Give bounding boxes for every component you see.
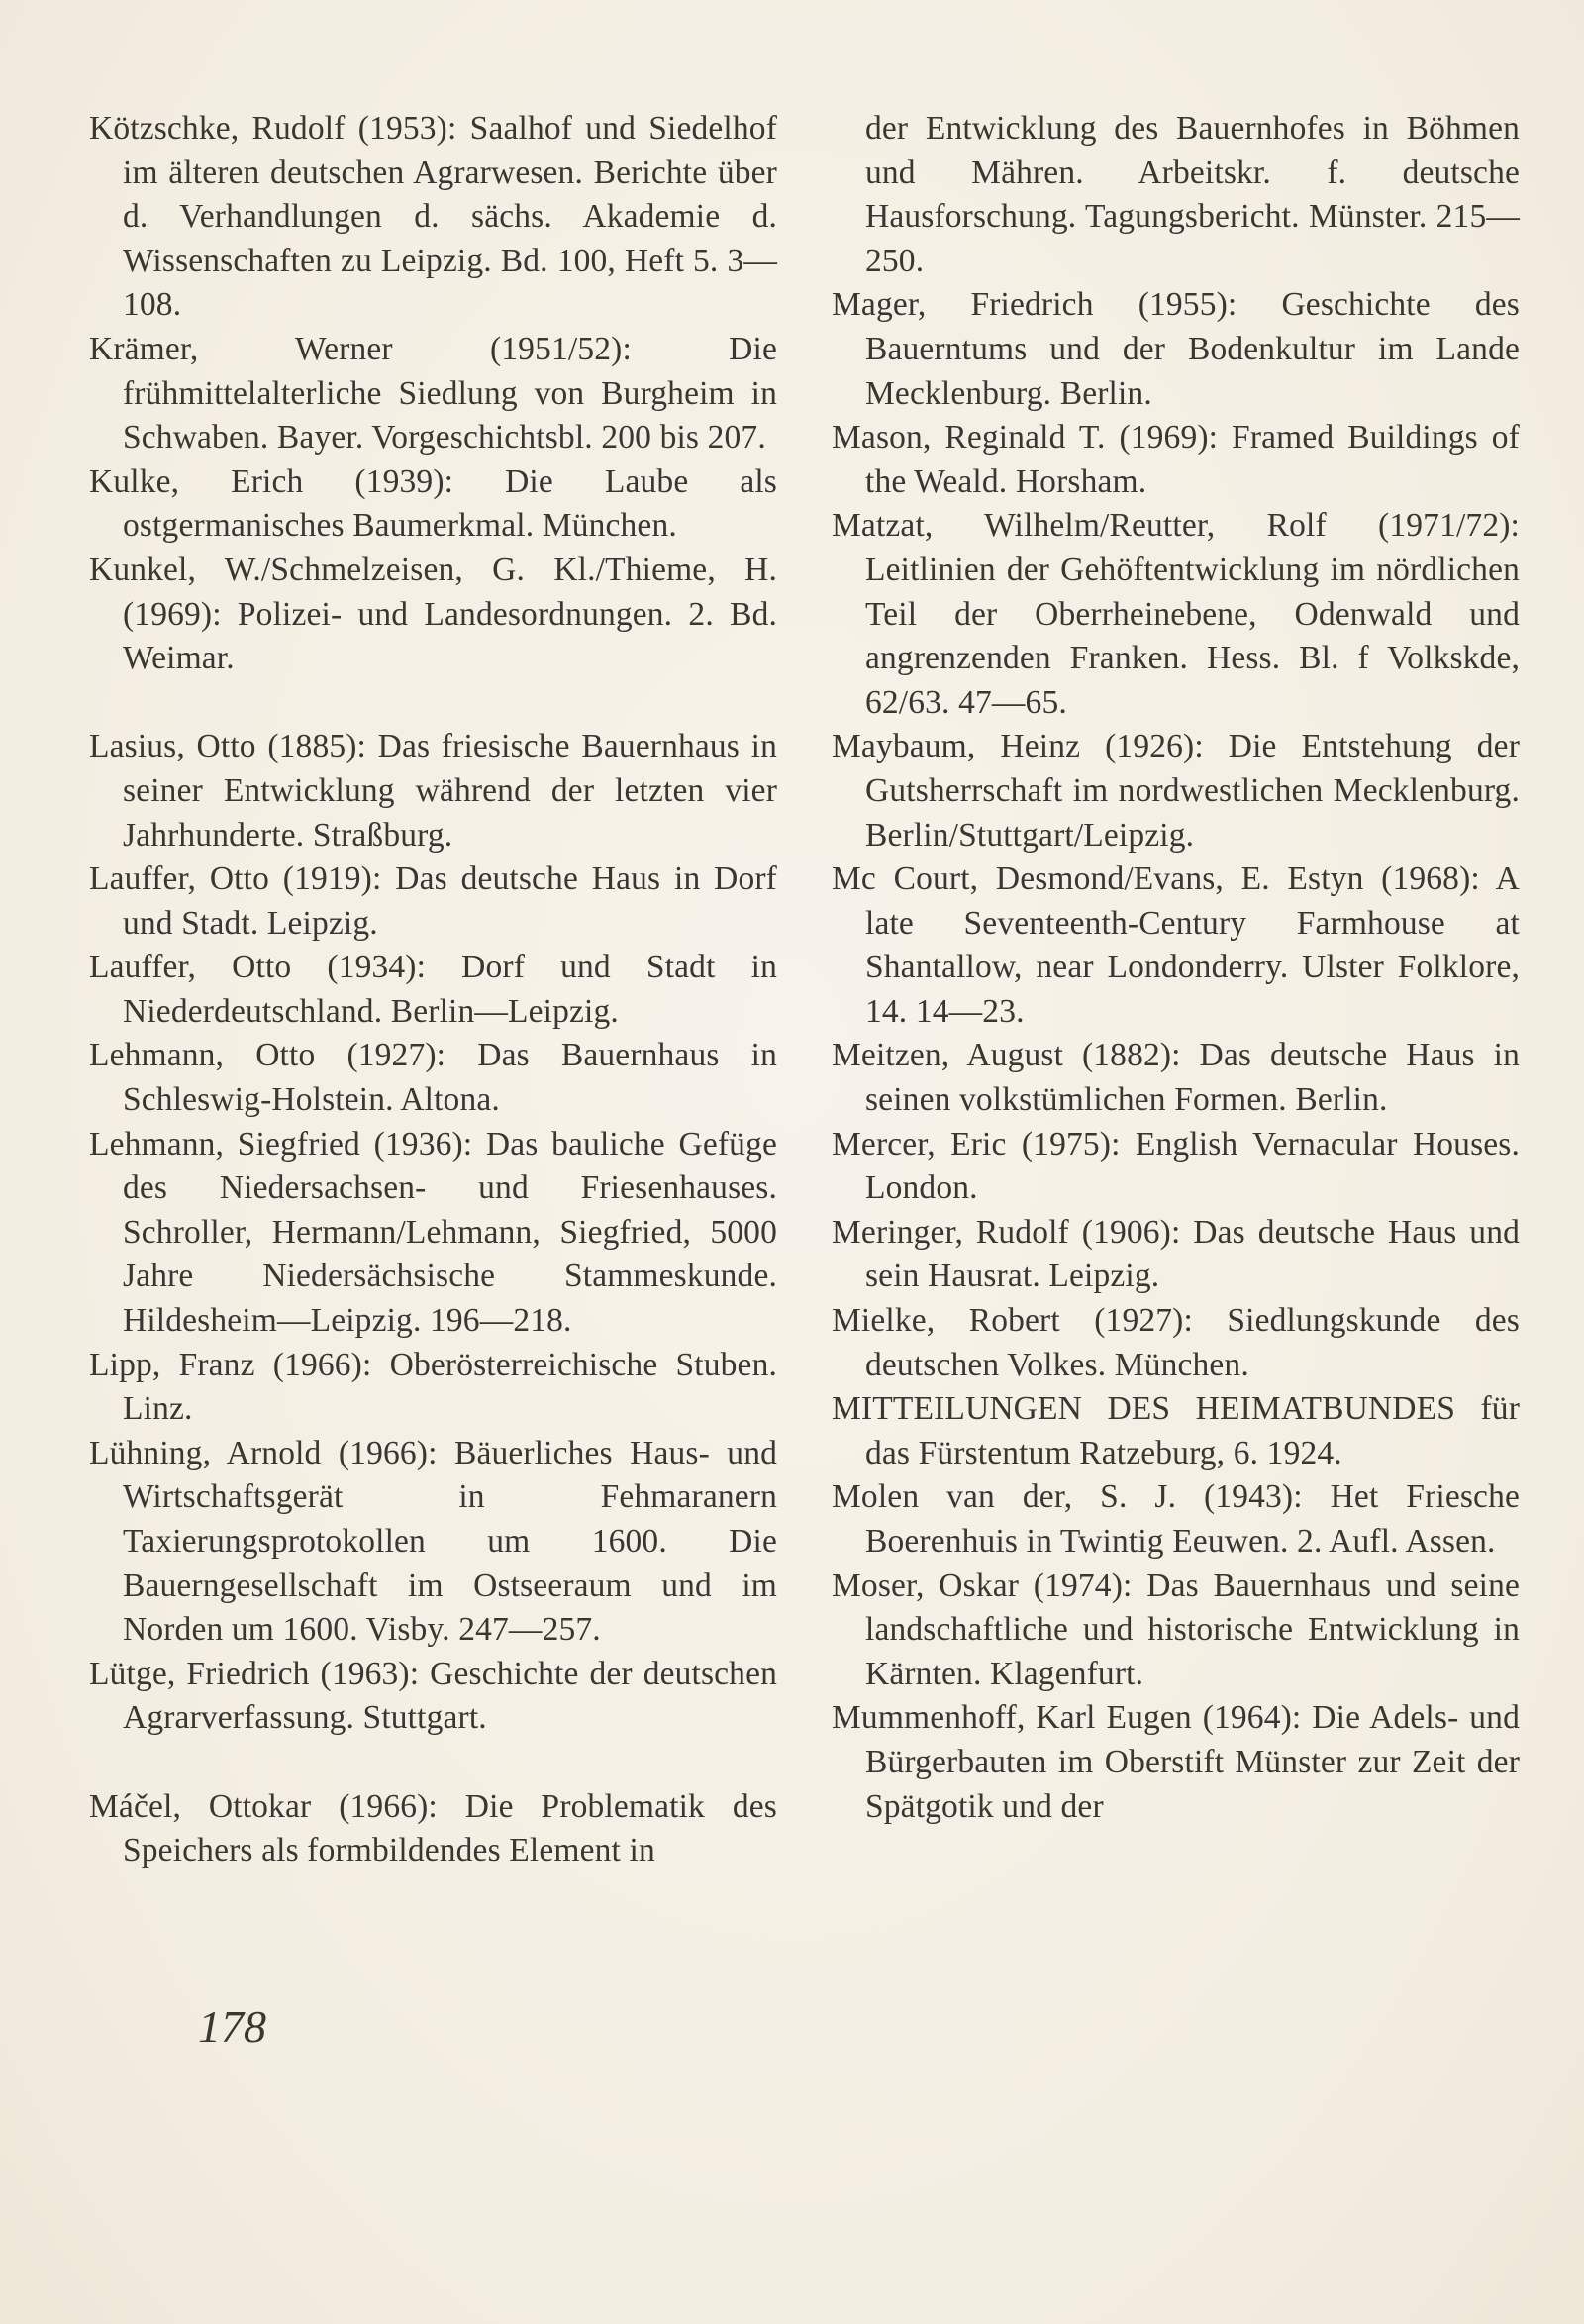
bibliography-entry: Moser, Oskar (1974): Das Bauernhaus und seine landschaftliche und historische Entwicklung in Kärnten. Klagenfurt.	[832, 1566, 1520, 1692]
bibliography-entry: Maybaum, Heinz (1926): Die Entstehung der Gutsherrschaft im nordwestlichen Mecklenburg. Berlin/Stuttgart/Leipzig.	[832, 728, 1520, 854]
bibliography-entry: Matzat, Wilhelm/Reutter, Rolf (1971/72): Leitlinien der Gehöftentwicklung im nördlichen Teil der Oberrheinebene, Odenwald und angrenzenden Franken. Hess. Bl. f Volkskde, 62/63. 47—65.	[832, 507, 1520, 721]
bibliography-entry: Meitzen, August (1882): Das deutsche Haus in seinen volkstümlichen Formen. Berlin.	[832, 1037, 1520, 1119]
bibliography-column-left	[89, 107, 777, 1873]
bibliography-entry: Lütge, Friedrich (1963): Geschichte der deutschen Agrarverfassung. Stuttgart.	[89, 1655, 777, 1737]
bibliography-entry: Kötzschke, Rudolf (1953): Saalhof und Siedelhof im älteren deutschen Agrarwesen. Berichte über d. Verhandlungen d. sächs. Akademie d. Wissenschaften zu Leipzig. Bd. 100, Heft 5. 3—108.	[89, 110, 777, 324]
bibliography-entry: Molen van der, S. J. (1943): Het Friesche Boerenhuis in Twintig Eeuwen. 2. Aufl. Assen.	[832, 1478, 1520, 1560]
page-number: 178	[198, 2001, 266, 2052]
bibliography-column-right	[832, 107, 1520, 1829]
bibliography-entry: Meringer, Rudolf (1906): Das deutsche Haus und sein Hausrat. Leipzig.	[832, 1213, 1520, 1295]
bibliography-entry: Kulke, Erich (1939): Die Laube als ostgermanisches Baumerkmal. München.	[89, 462, 777, 545]
bibliography-entry: Máčel, Ottokar (1966): Die Problematik des Speichers als formbildendes Element in	[89, 1787, 777, 1869]
bibliography-entry: Lehmann, Otto (1927): Das Bauernhaus in Schleswig-Holstein. Altona.	[89, 1037, 777, 1119]
bibliography-entry: Lehmann, Siegfried (1936): Das bauliche Gefüge des Niedersachsen- und Friesenhauses. Schroller, Hermann/Lehmann, Siegfried, 5000 Jahre Niedersächsische Stammeskunde. Hildesheim—Leipzig. 196—218.	[89, 1125, 777, 1340]
continued-entry: der Entwicklung des Bauernhofes in Böhmen und Mähren. Arbeitskr. f. deutsche Hausforschung. Tagungsbericht. Münster. 215—250.	[865, 110, 1520, 279]
bibliography-entry: Lipp, Franz (1966): Oberösterreichische Stuben. Linz.	[89, 1346, 777, 1428]
bibliography-entry: Lühning, Arnold (1966): Bäuerliches Haus- und Wirtschaftsgerät in Fehmaranern Taxierungsprotokollen um 1600. Die Bauerngesellschaft im Ostseeraum und im Norden um 1600. Visby. 247—257.	[89, 1434, 777, 1649]
bibliography-entry: Kunkel, W./Schmelzeisen, G. Kl./Thieme, H. (1969): Polizei- und Landesordnungen. 2. Bd. Weimar.	[89, 551, 777, 677]
bibliography-entry: Mason, Reginald T. (1969): Framed Buildings of the Weald. Horsham.	[832, 419, 1520, 500]
bibliography-entry: Mager, Friedrich (1955): Geschichte des Bauerntums und der Bodenkultur im Lande Mecklenburg. Berlin.	[832, 286, 1520, 412]
bibliography-entry: MITTEILUNGEN DES HEIMATBUNDES für das Fürstentum Ratzeburg, 6. 1924.	[832, 1390, 1520, 1471]
bibliography-entry: Mielke, Robert (1927): Siedlungskunde des deutschen Volkes. München.	[832, 1302, 1520, 1383]
bibliography-entry: Mercer, Eric (1975): English Vernacular Houses. London.	[832, 1125, 1520, 1207]
bibliography-entry: Krämer, Werner (1951/52): Die frühmittelalterliche Siedlung von Burgheim in Schwaben. Bayer. Vorgeschichtsbl. 200 bis 207.	[89, 330, 777, 456]
bibliography-entry: Lauffer, Otto (1934): Dorf und Stadt in Niederdeutschland. Berlin—Leipzig.	[89, 949, 777, 1030]
bibliography-entry: Lasius, Otto (1885): Das friesische Bauernhaus in seiner Entwicklung während der letzten vier Jahrhunderte. Straßburg.	[89, 728, 777, 854]
bibliography-entry: Lauffer, Otto (1919): Das deutsche Haus in Dorf und Stadt. Leipzig.	[89, 860, 777, 942]
bibliography-entry: Mummenhoff, Karl Eugen (1964): Die Adels- und Bürgerbauten im Oberstift Münster zur Zeit der Spätgotik und der	[832, 1699, 1520, 1825]
bibliography-entry: Mc Court, Desmond/Evans, E. Estyn (1968): A late Seventeenth-Century Farmhouse at Shantallow, near Londonderry. Ulster Folklore, 14. 14—23.	[832, 860, 1520, 1030]
